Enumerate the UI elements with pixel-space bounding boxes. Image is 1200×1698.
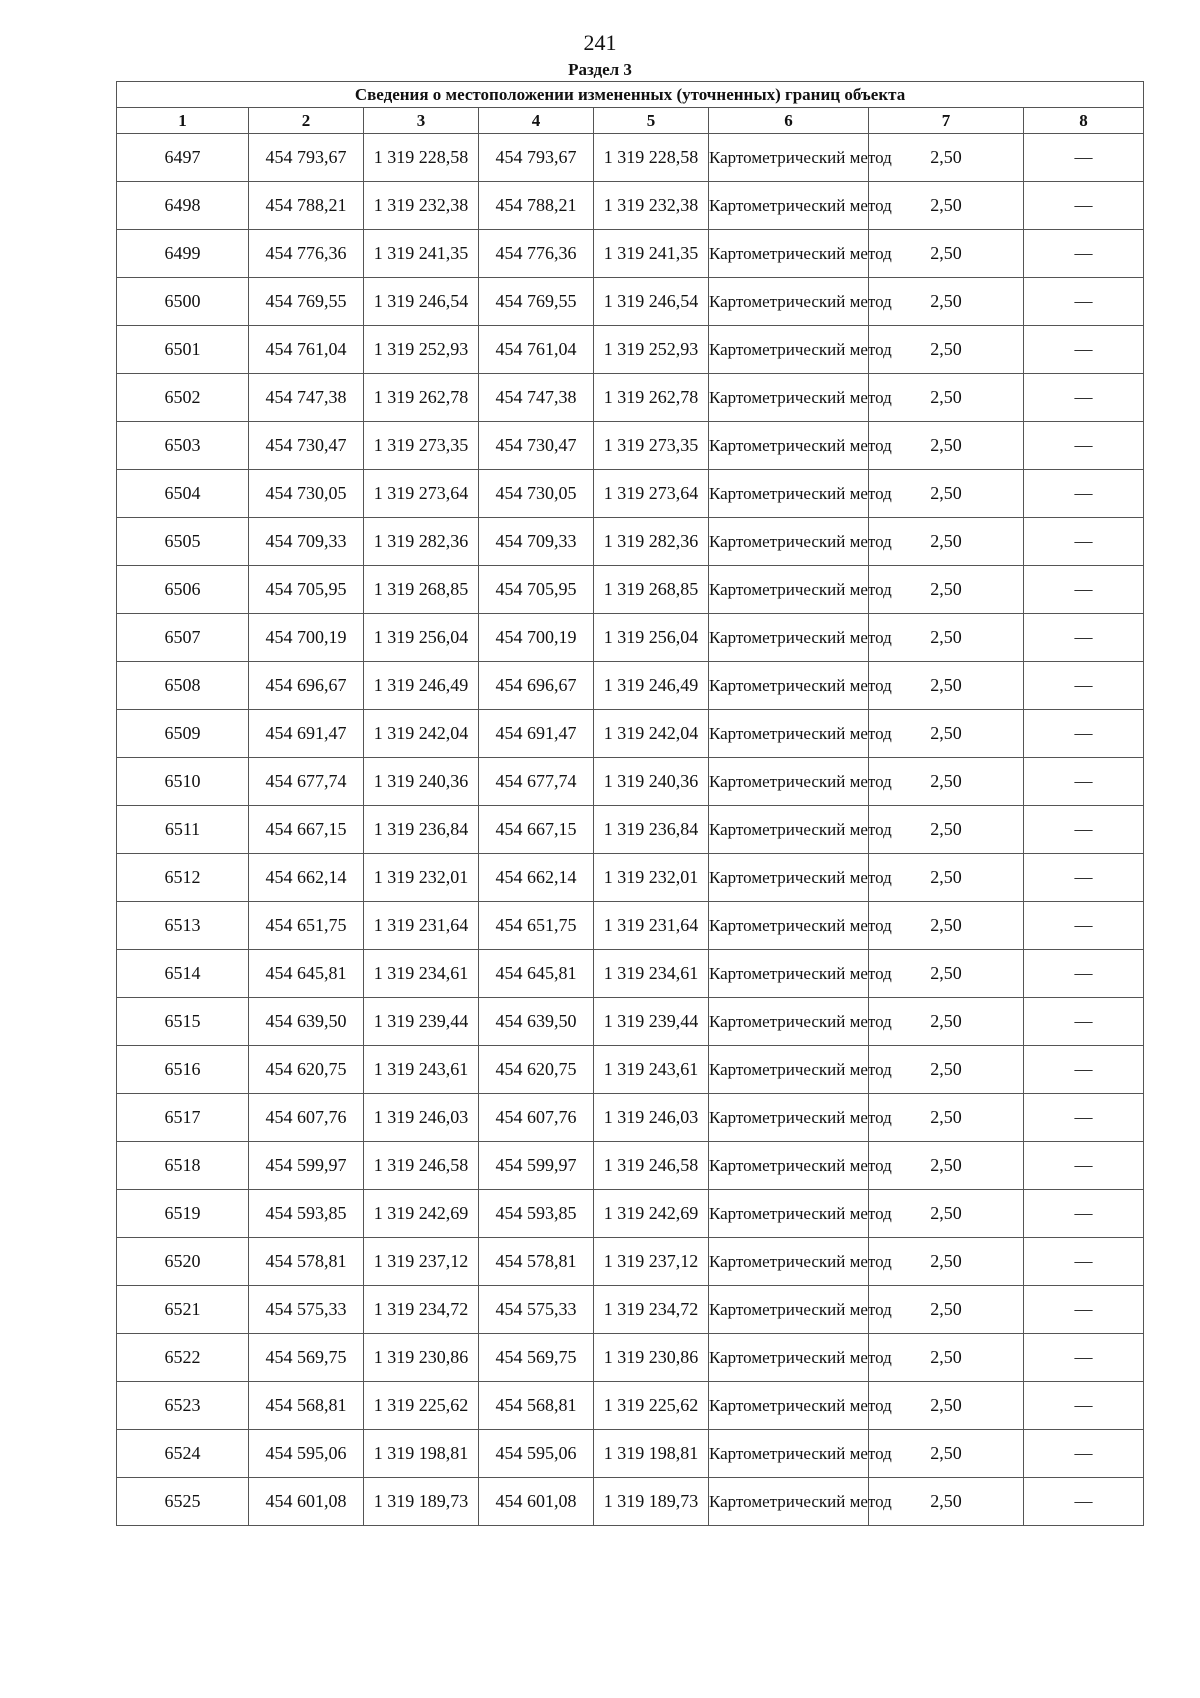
- x-new-cell: 454 568,81: [479, 1382, 594, 1430]
- description-cell: —: [1024, 902, 1144, 950]
- y-new-cell: 1 319 234,72: [594, 1286, 709, 1334]
- x-old-cell: 454 662,14: [249, 854, 364, 902]
- y-old-cell: 1 319 228,58: [364, 134, 479, 182]
- y-old-cell: 1 319 242,04: [364, 710, 479, 758]
- y-old-cell: 1 319 252,93: [364, 326, 479, 374]
- method-cell: Картометрический метод: [709, 1190, 869, 1238]
- y-old-cell: 1 319 273,64: [364, 470, 479, 518]
- point-number-cell: 6501: [117, 326, 249, 374]
- accuracy-cell: 2,50: [869, 806, 1024, 854]
- x-new-cell: 454 696,67: [479, 662, 594, 710]
- y-old-cell: 1 319 237,12: [364, 1238, 479, 1286]
- x-new-cell: 454 599,97: [479, 1142, 594, 1190]
- point-number-cell: 6520: [117, 1238, 249, 1286]
- method-cell: Картометрический метод: [709, 566, 869, 614]
- x-old-cell: 454 593,85: [249, 1190, 364, 1238]
- x-new-cell: 454 747,38: [479, 374, 594, 422]
- y-new-cell: 1 319 231,64: [594, 902, 709, 950]
- y-old-cell: 1 319 232,38: [364, 182, 479, 230]
- table-row: [117, 326, 1144, 374]
- point-number-cell: 6497: [117, 134, 249, 182]
- accuracy-cell: 2,50: [869, 1046, 1024, 1094]
- y-new-cell: 1 319 237,12: [594, 1238, 709, 1286]
- x-new-cell: 454 662,14: [479, 854, 594, 902]
- y-old-cell: 1 319 240,36: [364, 758, 479, 806]
- method-cell: Картометрический метод: [709, 326, 869, 374]
- table-body: [117, 134, 1144, 1526]
- description-cell: —: [1024, 806, 1144, 854]
- y-old-cell: 1 319 246,49: [364, 662, 479, 710]
- x-new-cell: 454 709,33: [479, 518, 594, 566]
- x-old-cell: 454 730,47: [249, 422, 364, 470]
- table-row: [117, 422, 1144, 470]
- x-old-cell: 454 769,55: [249, 278, 364, 326]
- accuracy-cell: 2,50: [869, 326, 1024, 374]
- description-cell: —: [1024, 278, 1144, 326]
- y-old-cell: 1 319 282,36: [364, 518, 479, 566]
- table-row: [117, 1142, 1144, 1190]
- table-row: [117, 566, 1144, 614]
- table-row: [117, 998, 1144, 1046]
- point-number-cell: 6502: [117, 374, 249, 422]
- x-new-cell: 454 700,19: [479, 614, 594, 662]
- y-new-cell: 1 319 243,61: [594, 1046, 709, 1094]
- method-cell: Картометрический метод: [709, 902, 869, 950]
- y-old-cell: 1 319 232,01: [364, 854, 479, 902]
- x-new-cell: 454 651,75: [479, 902, 594, 950]
- point-number-cell: 6506: [117, 566, 249, 614]
- x-new-cell: 454 569,75: [479, 1334, 594, 1382]
- point-number-cell: 6498: [117, 182, 249, 230]
- description-cell: —: [1024, 998, 1144, 1046]
- y-old-cell: 1 319 243,61: [364, 1046, 479, 1094]
- method-cell: Картометрический метод: [709, 854, 869, 902]
- x-old-cell: 454 607,76: [249, 1094, 364, 1142]
- y-old-cell: 1 319 234,61: [364, 950, 479, 998]
- method-cell: Картометрический метод: [709, 662, 869, 710]
- accuracy-cell: 2,50: [869, 854, 1024, 902]
- x-new-cell: 454 645,81: [479, 950, 594, 998]
- description-cell: —: [1024, 1430, 1144, 1478]
- point-number-cell: 6521: [117, 1286, 249, 1334]
- table-row: [117, 854, 1144, 902]
- table-row: [117, 1286, 1144, 1334]
- accuracy-cell: 2,50: [869, 758, 1024, 806]
- x-new-cell: 454 667,15: [479, 806, 594, 854]
- table-row: [117, 662, 1144, 710]
- y-new-cell: 1 319 189,73: [594, 1478, 709, 1526]
- y-old-cell: 1 319 246,03: [364, 1094, 479, 1142]
- x-old-cell: 454 645,81: [249, 950, 364, 998]
- y-new-cell: 1 319 234,61: [594, 950, 709, 998]
- description-cell: —: [1024, 374, 1144, 422]
- accuracy-cell: 2,50: [869, 1430, 1024, 1478]
- x-new-cell: 454 677,74: [479, 758, 594, 806]
- accuracy-cell: 2,50: [869, 1478, 1024, 1526]
- description-cell: —: [1024, 950, 1144, 998]
- table-row: [117, 710, 1144, 758]
- accuracy-cell: 2,50: [869, 134, 1024, 182]
- x-old-cell: 454 601,08: [249, 1478, 364, 1526]
- x-new-cell: 454 578,81: [479, 1238, 594, 1286]
- y-old-cell: 1 319 236,84: [364, 806, 479, 854]
- x-new-cell: 454 595,06: [479, 1430, 594, 1478]
- x-new-cell: 454 607,76: [479, 1094, 594, 1142]
- table-row: [117, 614, 1144, 662]
- accuracy-cell: 2,50: [869, 1382, 1024, 1430]
- description-cell: —: [1024, 566, 1144, 614]
- x-new-cell: 454 761,04: [479, 326, 594, 374]
- column-number: 5: [594, 108, 709, 134]
- method-cell: Картометрический метод: [709, 1286, 869, 1334]
- table-row: [117, 950, 1144, 998]
- column-number: 4: [479, 108, 594, 134]
- x-old-cell: 454 639,50: [249, 998, 364, 1046]
- y-new-cell: 1 319 232,38: [594, 182, 709, 230]
- description-cell: —: [1024, 470, 1144, 518]
- table-row: [117, 1046, 1144, 1094]
- x-old-cell: 454 761,04: [249, 326, 364, 374]
- method-cell: Картометрический метод: [709, 1142, 869, 1190]
- method-cell: Картометрический метод: [709, 134, 869, 182]
- point-number-cell: 6519: [117, 1190, 249, 1238]
- table-row: [117, 1430, 1144, 1478]
- x-new-cell: 454 769,55: [479, 278, 594, 326]
- method-cell: Картометрический метод: [709, 422, 869, 470]
- table-row: [117, 758, 1144, 806]
- description-cell: —: [1024, 710, 1144, 758]
- method-cell: Картометрический метод: [709, 470, 869, 518]
- accuracy-cell: 2,50: [869, 374, 1024, 422]
- accuracy-cell: 2,50: [869, 710, 1024, 758]
- x-old-cell: 454 788,21: [249, 182, 364, 230]
- description-cell: —: [1024, 182, 1144, 230]
- table-row: [117, 902, 1144, 950]
- y-new-cell: 1 319 236,84: [594, 806, 709, 854]
- accuracy-cell: 2,50: [869, 1238, 1024, 1286]
- table-caption: Сведения о местоположении измененных (уточненных) границ объекта: [117, 82, 1144, 108]
- x-new-cell: 454 793,67: [479, 134, 594, 182]
- x-new-cell: 454 730,05: [479, 470, 594, 518]
- description-cell: —: [1024, 1382, 1144, 1430]
- table-row: [117, 518, 1144, 566]
- table-row: [117, 278, 1144, 326]
- description-cell: —: [1024, 1334, 1144, 1382]
- accuracy-cell: 2,50: [869, 902, 1024, 950]
- x-new-cell: 454 639,50: [479, 998, 594, 1046]
- y-new-cell: 1 319 273,64: [594, 470, 709, 518]
- y-old-cell: 1 319 273,35: [364, 422, 479, 470]
- y-old-cell: 1 319 189,73: [364, 1478, 479, 1526]
- method-cell: Картометрический метод: [709, 1238, 869, 1286]
- y-old-cell: 1 319 231,64: [364, 902, 479, 950]
- point-number-cell: 6523: [117, 1382, 249, 1430]
- method-cell: Картометрический метод: [709, 1382, 869, 1430]
- accuracy-cell: 2,50: [869, 1334, 1024, 1382]
- page-number: 241: [583, 30, 617, 55]
- y-new-cell: 1 319 228,58: [594, 134, 709, 182]
- x-old-cell: 454 709,33: [249, 518, 364, 566]
- point-number-cell: 6518: [117, 1142, 249, 1190]
- description-cell: —: [1024, 1238, 1144, 1286]
- y-new-cell: 1 319 268,85: [594, 566, 709, 614]
- point-number-cell: 6512: [117, 854, 249, 902]
- point-number-cell: 6524: [117, 1430, 249, 1478]
- point-number-cell: 6525: [117, 1478, 249, 1526]
- accuracy-cell: 2,50: [869, 1094, 1024, 1142]
- point-number-cell: 6505: [117, 518, 249, 566]
- x-old-cell: 454 705,95: [249, 566, 364, 614]
- x-old-cell: 454 747,38: [249, 374, 364, 422]
- description-cell: —: [1024, 518, 1144, 566]
- y-new-cell: 1 319 252,93: [594, 326, 709, 374]
- method-cell: Картометрический метод: [709, 278, 869, 326]
- y-new-cell: 1 319 246,49: [594, 662, 709, 710]
- y-new-cell: 1 319 246,58: [594, 1142, 709, 1190]
- column-number: 1: [117, 108, 249, 134]
- x-old-cell: 454 776,36: [249, 230, 364, 278]
- method-cell: Картометрический метод: [709, 1094, 869, 1142]
- table-row: [117, 806, 1144, 854]
- y-new-cell: 1 319 242,69: [594, 1190, 709, 1238]
- point-number-cell: 6504: [117, 470, 249, 518]
- y-old-cell: 1 319 268,85: [364, 566, 479, 614]
- point-number-cell: 6511: [117, 806, 249, 854]
- y-old-cell: 1 319 198,81: [364, 1430, 479, 1478]
- column-number: 7: [869, 108, 1024, 134]
- point-number-cell: 6509: [117, 710, 249, 758]
- x-old-cell: 454 696,67: [249, 662, 364, 710]
- y-old-cell: 1 319 234,72: [364, 1286, 479, 1334]
- description-cell: —: [1024, 1142, 1144, 1190]
- method-cell: Картометрический метод: [709, 710, 869, 758]
- table-row: [117, 1382, 1144, 1430]
- description-cell: —: [1024, 1286, 1144, 1334]
- description-cell: —: [1024, 854, 1144, 902]
- section-title: Раздел 3: [568, 60, 632, 79]
- table-row: [117, 470, 1144, 518]
- x-new-cell: 454 601,08: [479, 1478, 594, 1526]
- point-number-cell: 6522: [117, 1334, 249, 1382]
- x-old-cell: 454 575,33: [249, 1286, 364, 1334]
- method-cell: Картометрический метод: [709, 182, 869, 230]
- column-number: 3: [364, 108, 479, 134]
- method-cell: Картометрический метод: [709, 374, 869, 422]
- x-new-cell: 454 593,85: [479, 1190, 594, 1238]
- description-cell: —: [1024, 230, 1144, 278]
- y-old-cell: 1 319 246,54: [364, 278, 479, 326]
- y-new-cell: 1 319 246,03: [594, 1094, 709, 1142]
- table-row: [117, 182, 1144, 230]
- description-cell: —: [1024, 758, 1144, 806]
- table-row: [117, 134, 1144, 182]
- x-old-cell: 454 599,97: [249, 1142, 364, 1190]
- accuracy-cell: 2,50: [869, 230, 1024, 278]
- point-number-cell: 6507: [117, 614, 249, 662]
- y-old-cell: 1 319 256,04: [364, 614, 479, 662]
- x-new-cell: 454 788,21: [479, 182, 594, 230]
- column-number: 6: [709, 108, 869, 134]
- y-new-cell: 1 319 246,54: [594, 278, 709, 326]
- y-new-cell: 1 319 262,78: [594, 374, 709, 422]
- y-new-cell: 1 319 273,35: [594, 422, 709, 470]
- accuracy-cell: 2,50: [869, 998, 1024, 1046]
- method-cell: Картометрический метод: [709, 758, 869, 806]
- x-old-cell: 454 651,75: [249, 902, 364, 950]
- description-cell: —: [1024, 1046, 1144, 1094]
- accuracy-cell: 2,50: [869, 950, 1024, 998]
- table-row: [117, 1478, 1144, 1526]
- method-cell: Картометрический метод: [709, 1478, 869, 1526]
- method-cell: Картометрический метод: [709, 518, 869, 566]
- accuracy-cell: 2,50: [869, 614, 1024, 662]
- description-cell: —: [1024, 614, 1144, 662]
- x-new-cell: 454 705,95: [479, 566, 594, 614]
- table-row: [117, 1334, 1144, 1382]
- accuracy-cell: 2,50: [869, 1286, 1024, 1334]
- description-cell: —: [1024, 1478, 1144, 1526]
- column-number: 8: [1024, 108, 1144, 134]
- x-old-cell: 454 595,06: [249, 1430, 364, 1478]
- y-old-cell: 1 319 262,78: [364, 374, 479, 422]
- y-old-cell: 1 319 241,35: [364, 230, 479, 278]
- accuracy-cell: 2,50: [869, 278, 1024, 326]
- accuracy-cell: 2,50: [869, 182, 1024, 230]
- accuracy-cell: 2,50: [869, 470, 1024, 518]
- point-number-cell: 6514: [117, 950, 249, 998]
- y-new-cell: 1 319 242,04: [594, 710, 709, 758]
- method-cell: Картометрический метод: [709, 1334, 869, 1382]
- boundary-coordinates-table: [116, 81, 1144, 1526]
- y-new-cell: 1 319 230,86: [594, 1334, 709, 1382]
- description-cell: —: [1024, 1190, 1144, 1238]
- x-old-cell: 454 700,19: [249, 614, 364, 662]
- x-new-cell: 454 620,75: [479, 1046, 594, 1094]
- y-old-cell: 1 319 230,86: [364, 1334, 479, 1382]
- point-number-cell: 6510: [117, 758, 249, 806]
- y-new-cell: 1 319 232,01: [594, 854, 709, 902]
- table-row: [117, 1094, 1144, 1142]
- table-row: [117, 1190, 1144, 1238]
- x-old-cell: 454 730,05: [249, 470, 364, 518]
- method-cell: Картометрический метод: [709, 950, 869, 998]
- y-old-cell: 1 319 242,69: [364, 1190, 479, 1238]
- point-number-cell: 6503: [117, 422, 249, 470]
- accuracy-cell: 2,50: [869, 662, 1024, 710]
- accuracy-cell: 2,50: [869, 518, 1024, 566]
- accuracy-cell: 2,50: [869, 1142, 1024, 1190]
- x-new-cell: 454 691,47: [479, 710, 594, 758]
- x-old-cell: 454 677,74: [249, 758, 364, 806]
- point-number-cell: 6508: [117, 662, 249, 710]
- column-number-row: [117, 108, 1144, 134]
- x-old-cell: 454 620,75: [249, 1046, 364, 1094]
- y-new-cell: 1 319 239,44: [594, 998, 709, 1046]
- method-cell: Картометрический метод: [709, 1046, 869, 1094]
- x-old-cell: 454 569,75: [249, 1334, 364, 1382]
- y-new-cell: 1 319 256,04: [594, 614, 709, 662]
- table-row: [117, 1238, 1144, 1286]
- point-number-cell: 6499: [117, 230, 249, 278]
- column-number: 2: [249, 108, 364, 134]
- method-cell: Картометрический метод: [709, 998, 869, 1046]
- y-new-cell: 1 319 282,36: [594, 518, 709, 566]
- description-cell: —: [1024, 422, 1144, 470]
- method-cell: Картометрический метод: [709, 806, 869, 854]
- x-old-cell: 454 568,81: [249, 1382, 364, 1430]
- y-old-cell: 1 319 225,62: [364, 1382, 479, 1430]
- description-cell: —: [1024, 326, 1144, 374]
- x-old-cell: 454 667,15: [249, 806, 364, 854]
- accuracy-cell: 2,50: [869, 566, 1024, 614]
- point-number-cell: 6500: [117, 278, 249, 326]
- accuracy-cell: 2,50: [869, 1190, 1024, 1238]
- x-old-cell: 454 578,81: [249, 1238, 364, 1286]
- y-old-cell: 1 319 246,58: [364, 1142, 479, 1190]
- table-row: [117, 374, 1144, 422]
- y-new-cell: 1 319 198,81: [594, 1430, 709, 1478]
- y-new-cell: 1 319 241,35: [594, 230, 709, 278]
- x-old-cell: 454 691,47: [249, 710, 364, 758]
- description-cell: —: [1024, 662, 1144, 710]
- x-new-cell: 454 575,33: [479, 1286, 594, 1334]
- x-new-cell: 454 730,47: [479, 422, 594, 470]
- point-number-cell: 6517: [117, 1094, 249, 1142]
- y-old-cell: 1 319 239,44: [364, 998, 479, 1046]
- y-new-cell: 1 319 240,36: [594, 758, 709, 806]
- table-caption-row: [117, 82, 1144, 108]
- description-cell: —: [1024, 134, 1144, 182]
- description-cell: —: [1024, 1094, 1144, 1142]
- x-old-cell: 454 793,67: [249, 134, 364, 182]
- method-cell: Картометрический метод: [709, 614, 869, 662]
- point-number-cell: 6513: [117, 902, 249, 950]
- point-number-cell: 6516: [117, 1046, 249, 1094]
- method-cell: Картометрический метод: [709, 1430, 869, 1478]
- table-row: [117, 230, 1144, 278]
- x-new-cell: 454 776,36: [479, 230, 594, 278]
- y-new-cell: 1 319 225,62: [594, 1382, 709, 1430]
- point-number-cell: 6515: [117, 998, 249, 1046]
- method-cell: Картометрический метод: [709, 230, 869, 278]
- accuracy-cell: 2,50: [869, 422, 1024, 470]
